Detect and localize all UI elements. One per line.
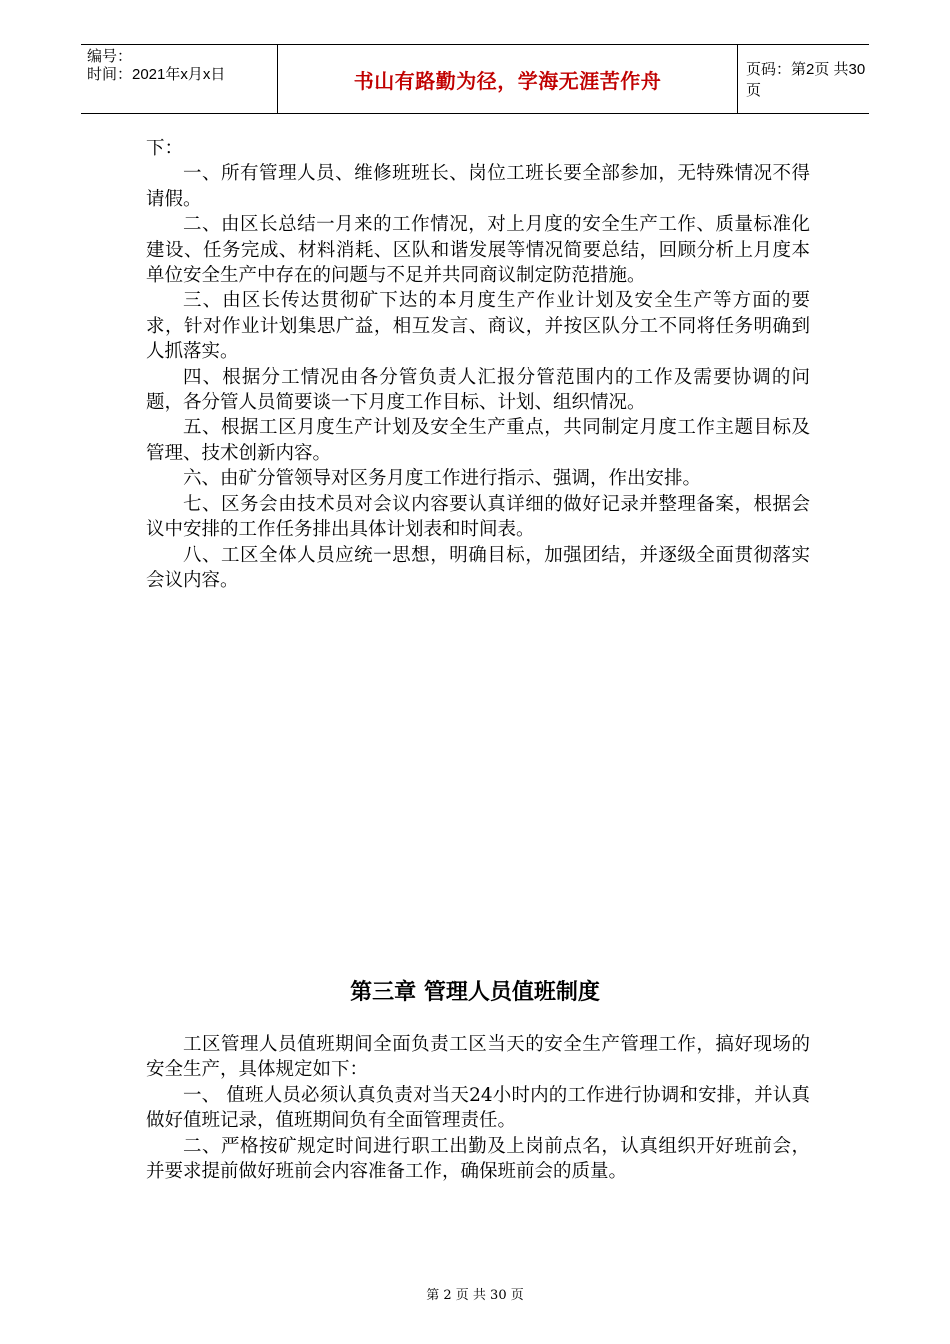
section-2-body — [146, 1032, 810, 1184]
paragraph: 六、由矿分管领导对区务月度工作进行指示、强调，作出安排。 — [183, 468, 702, 490]
chapter-title: 第三章 管理人员值班制度 — [350, 980, 600, 1005]
paragraph: 七、区务会由技术员对会议内容要认真详细的做好记录并整理备案，根据会议中安排的工作任务排出具体计划表和时间表。 — [146, 493, 810, 541]
paragraph: 二、由区长总结一月来的工作情况，对上月度的安全生产工作、质量标准化建设、任务完成、材料消耗、区队和谐发展等情况简要总结，回顾分析上月度本单位安全生产中存在的问题与不足并共同商议制定防范措施。 — [146, 214, 810, 287]
paragraph-continuation: 下： — [146, 138, 184, 159]
paragraph: 三、由区长传达贯彻矿下达的本月度生产作业计划及安全生产等方面的要求，针对作业计划集思广益，相互发言、商议，并按区队分工不同将任务明确到人抓落实。 — [146, 290, 810, 363]
header-page-cell — [738, 45, 869, 113]
motto-text: 书山有路勤为径，学海无涯苦作舟 — [353, 68, 662, 93]
paragraph: 八、工区全体人员应统一思想，明确目标，加强团结，并逐级全面贯彻落实会议内容。 — [146, 544, 810, 591]
paragraph: 一、所有管理人员、维修班班长、岗位工班长要全部参加，无特殊情况不得请假。 — [146, 163, 810, 210]
paragraph: 五、根据工区月度生产计划及安全生产重点，共同制定月度工作主题目标及管理、技术创新内容。 — [146, 417, 810, 464]
page-info: 页码：第2页 共30页 — [746, 61, 866, 99]
paragraph: 四、根据分工情况由各分管负责人汇报分管范围内的工作及需要协调的问题，各分管人员简要谈一下月度工作目标、计划、组织情况。 — [146, 366, 810, 414]
header-table — [81, 44, 869, 114]
section-1-body — [146, 136, 810, 593]
paragraph: 二、严格按矿规定时间进行职工出勤及上岗前点名，认真组织开好班前会，并要求提前做好班前会内容准备工作，确保班前会的质量。 — [146, 1135, 810, 1183]
paragraph: 一、 值班人员必须认真负责对当天24小时内的工作进行协调和安排，并认真做好值班记录，值班期间负有全面管理责任。 — [146, 1084, 810, 1132]
code-label: 编号： — [87, 48, 133, 65]
page-footer: 第 2 页 共 30 页 — [426, 1288, 524, 1303]
date-line: 时间：2021年x月x日 — [87, 66, 226, 83]
paragraph: 工区管理人员值班期间全面负责工区当天的安全生产管理工作，搞好现场的安全生产，具体规定如下： — [146, 1034, 810, 1081]
header-motto-cell — [278, 45, 738, 113]
header-meta-cell — [81, 45, 278, 113]
